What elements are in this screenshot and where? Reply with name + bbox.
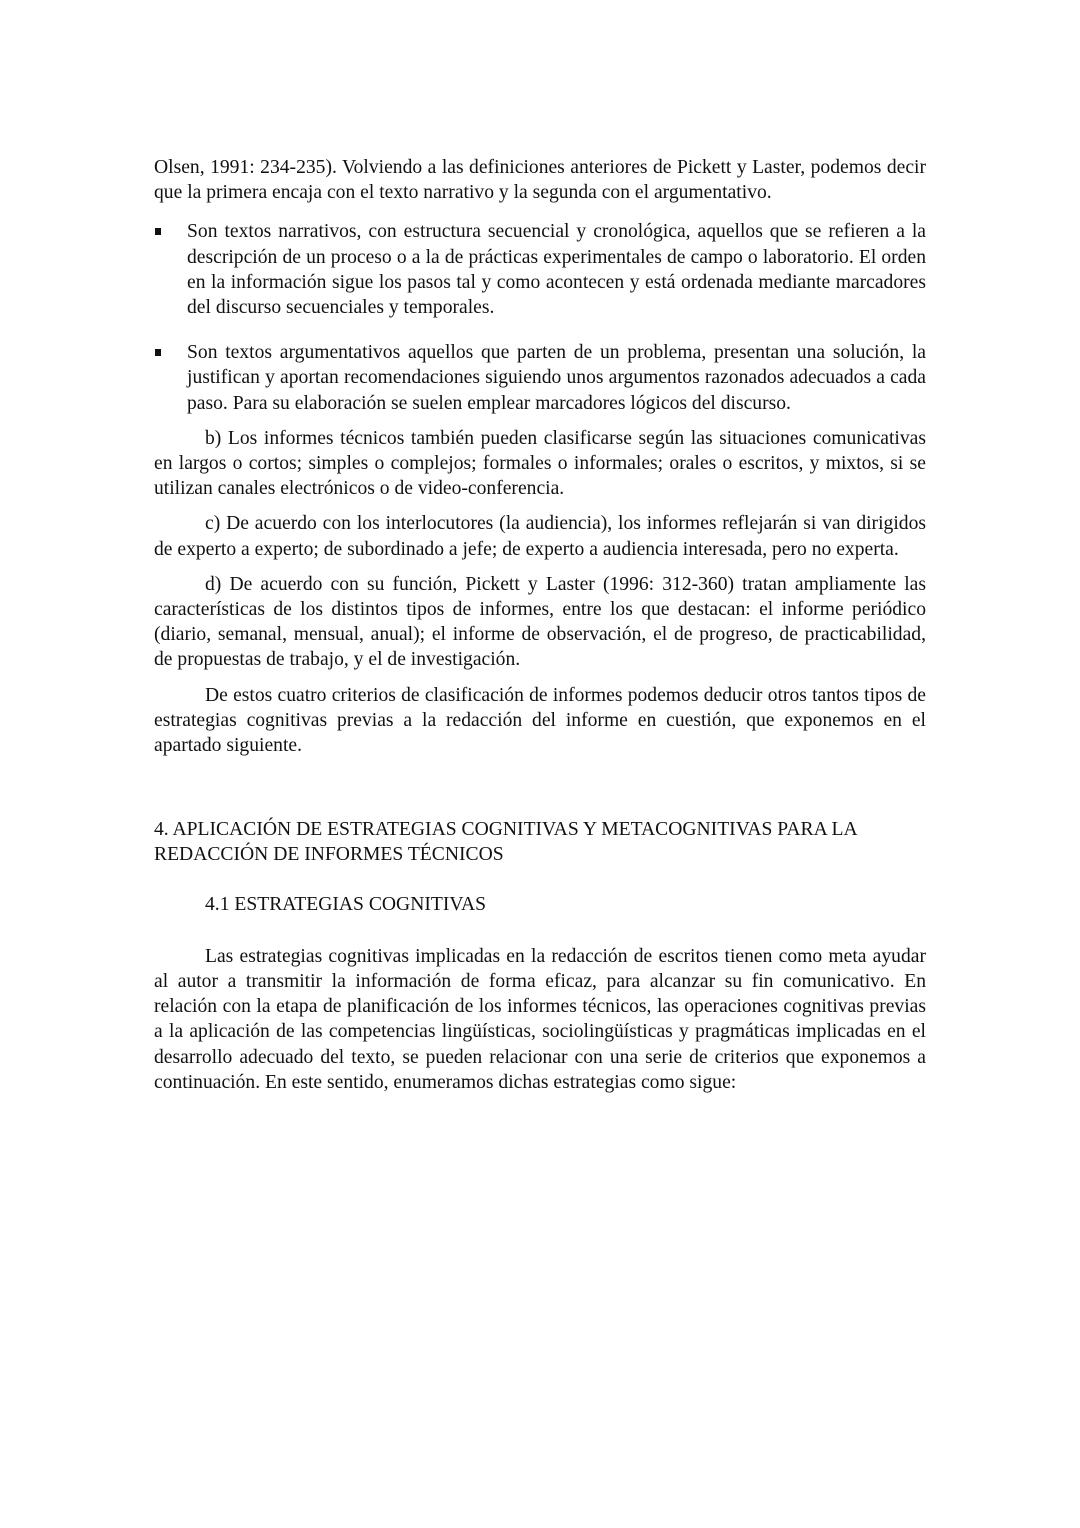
intro-paragraph: Olsen, 1991: 234-235). Volviendo a las definiciones anteriores de Pickett y Laster, podemos decir que la primera encaja con el texto narrativo y la segunda con el argumentativo.	[154, 157, 926, 204]
paragraph-b: b) Los informes técnicos también pueden clasificarse según las situaciones comunicativas en largos o cortos; simples o complejos; formales o informales; orales o escritos, y mixtos, si se utilizan canales electrónicos o de video-conferencia.	[154, 427, 926, 500]
list-item-text: Son textos narrativos, con estructura secuencial y cronológica, aquellos que se refieren a la descripción de un proceso o a la de prácticas experimentales de campo o laboratorio. El orden en la información sigue los pasos tal y como acontecen y está ordenada mediante marcadores del discurso secuenciales y temporales.	[187, 221, 926, 319]
text-types-list	[154, 219, 926, 415]
list-item-narrative	[154, 219, 926, 320]
square-bullet-icon	[155, 349, 161, 356]
list-item-text: Son textos argumentativos aquellos que parten de un problema, presentan una solución, la justifican y aportan recomendaciones siguiendo unos argumentos razonados adecuados a cada paso. Para su elaboración se suelen emplear marcadores lógicos del discurso.	[187, 342, 926, 414]
cognitive-strategies-paragraph: Las estrategias cognitivas implicadas en la redacción de escritos tienen como meta ayudar al autor a transmitir la información de forma eficaz, para alcanzar su fin comunicativo. En relación con la etapa de planificación de los informes técnicos, las operaciones cognitivas previas a la aplicación de las competencias lingüísticas, sociolingüísticas y pragmáticas implicadas en el desarrollo adecuado del texto, se pueden relacionar con una serie de criterios que exponemos a continuación. En este sentido, enumeramos dichas estrategias como sigue:	[154, 945, 926, 1093]
document-page	[154, 155, 926, 1095]
section-heading: 4. APLICACIÓN DE ESTRATEGIAS COGNITIVAS Y METACOGNITIVAS PARA LA REDACCIÓN DE INFORMES TÉCNICOS	[154, 819, 857, 866]
subsection-heading: 4.1 ESTRATEGIAS COGNITIVAS	[205, 893, 487, 915]
list-item-argumentative	[154, 340, 926, 416]
square-bullet-icon	[155, 228, 161, 235]
paragraph-d: d) De acuerdo con su función, Pickett y Laster (1996: 312-360) tratan ampliamente las características de los distintos tipos de informes, entre los que destacan: el informe periódico (diario, semanal, mensual, anual); el informe de observación, el de progreso, de practicabilidad, de propuestas de trabajo, y el de investigación.	[154, 573, 926, 671]
summary-paragraph: De estos cuatro criterios de clasificación de informes podemos deducir otros tantos tipos de estrategias cognitivas previas a la redacción del informe en cuestión, que exponemos en el apartado siguiente.	[154, 684, 926, 757]
paragraph-c: c) De acuerdo con los interlocutores (la audiencia), los informes reflejarán si van dirigidos de experto a experto; de subordinado a jefe; de experto a audiencia interesada, pero no experta.	[154, 513, 926, 560]
